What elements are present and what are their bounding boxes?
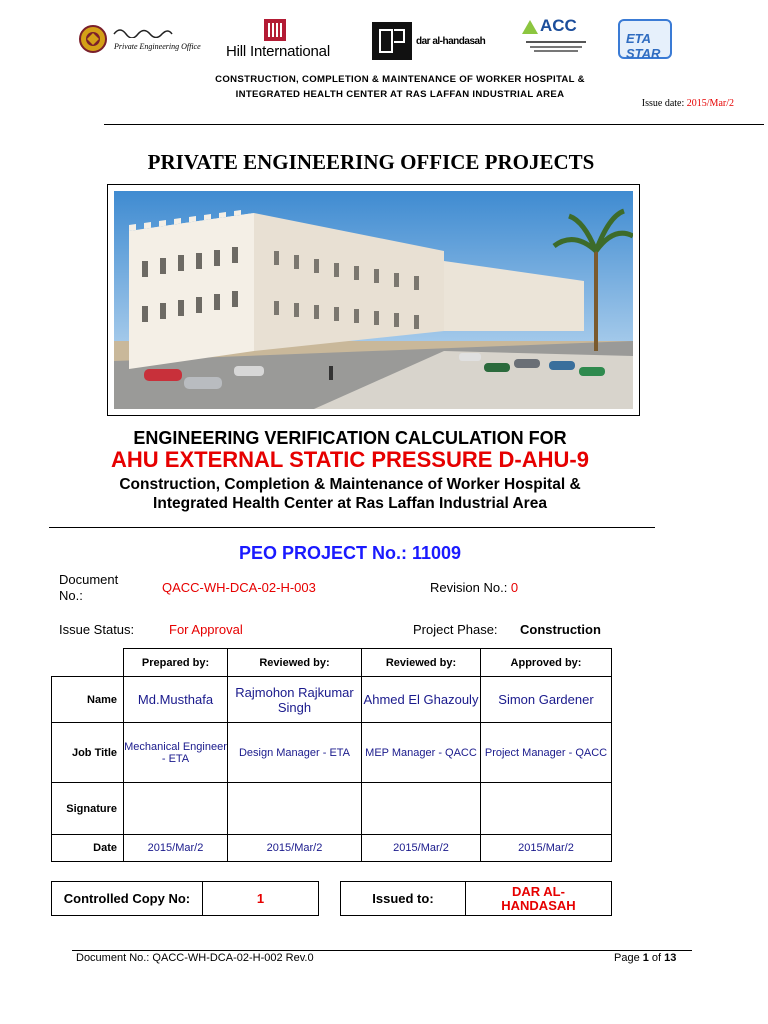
name-cell: Md.Musthafa — [124, 677, 228, 723]
controlled-copy-label: Controlled Copy No: — [63, 890, 191, 906]
footer-divider — [72, 950, 692, 951]
eta-star-logo — [618, 14, 672, 62]
hill-logo-text: Hill International — [226, 43, 330, 60]
hospital-building-image — [114, 191, 633, 409]
project-header-line1: CONSTRUCTION, COMPLETION & MAINTENANCE OF WORKER HOSPITAL & — [215, 74, 585, 85]
peo-logo-text: Private Engineering Office — [114, 42, 201, 51]
signature-cell — [124, 783, 228, 835]
hill-international-logo — [226, 14, 338, 62]
document-no-label-line1: Document — [59, 572, 119, 587]
row-label-date: Date — [52, 835, 124, 862]
dar-mark-icon — [372, 22, 412, 60]
date-cell: 2015/Mar/2 — [124, 835, 228, 862]
table-row — [52, 835, 612, 862]
arabic-script-icon — [112, 24, 174, 38]
date-cell: 2015/Mar/2 — [481, 835, 612, 862]
revision-no — [430, 580, 518, 595]
issue-status-label: Issue Status: — [59, 622, 135, 637]
row-label-job-title: Job Title — [52, 723, 124, 783]
page-title: PRIVATE ENGINEERING OFFICE PROJECTS — [147, 150, 595, 174]
footer-document-no: Document No.: QACC-WH-DCA-02-H-002 Rev.0 — [76, 952, 314, 964]
document-no-value: QACC-WH-DCA-02-H-003 — [162, 580, 316, 595]
eta-logo-text: ETA STAR — [626, 31, 661, 61]
qatar-emblem-icon — [78, 24, 108, 54]
page-prefix: Page — [614, 952, 643, 964]
table-header-cell: Prepared by: — [124, 649, 228, 677]
project-number: PEO PROJECT No.: 11009 — [238, 543, 462, 563]
signature-cell — [228, 783, 362, 835]
issued-to-label: Issued to: — [372, 890, 434, 906]
row-label-signature: Signature — [52, 783, 124, 835]
acc-subtext-icon — [522, 38, 590, 54]
name-cell: Ahmed El Ghazouly — [362, 677, 481, 723]
name-cell: Rajmohon Rajkumar Singh — [228, 677, 362, 723]
project-header — [120, 72, 680, 102]
footer-page-number — [614, 952, 676, 964]
divider — [104, 124, 764, 125]
row-label-name: Name — [52, 677, 124, 723]
table-row — [52, 783, 612, 835]
hill-mark-icon — [264, 19, 286, 41]
table-header-cell: Reviewed by: — [362, 649, 481, 677]
project-header-line2: INTEGRATED HEALTH CENTER AT RAS LAFFAN INDUSTRIAL AREA — [235, 89, 565, 100]
table-header-row — [52, 649, 612, 677]
page-current: 1 — [642, 952, 649, 964]
calc-subject: AHU EXTERNAL STATIC PRESSURE D-AHU-9 — [111, 447, 589, 472]
building-rendering — [107, 184, 640, 416]
calc-description-line2: Integrated Health Center at Ras Laffan Industrial Area — [153, 495, 547, 512]
page-total: 13 — [664, 952, 677, 964]
document-no-label — [59, 572, 118, 604]
document-no-label-line2: No.: — [59, 588, 83, 603]
job-title-cell: Mechanical Engineer - ETA — [124, 723, 228, 783]
controlled-copy-box — [51, 881, 319, 916]
acc-triangle-icon — [522, 20, 538, 34]
controlled-copy-value: 1 — [202, 882, 318, 915]
job-title-cell: Design Manager - ETA — [228, 723, 362, 783]
date-cell: 2015/Mar/2 — [362, 835, 481, 862]
acc-logo-text: ACC — [540, 16, 577, 35]
table-row — [52, 723, 612, 783]
eta-badge — [618, 19, 672, 59]
project-phase-value: Construction — [520, 622, 601, 637]
name-cell: Simon Gardener — [481, 677, 612, 723]
calc-description — [0, 475, 700, 513]
table-header-cell: Reviewed by: — [228, 649, 362, 677]
revision-no-value: 0 — [510, 580, 519, 595]
issue-date — [642, 98, 734, 109]
issue-status-value: For Approval — [169, 622, 243, 637]
issue-date-label: Issue date: — [641, 98, 687, 109]
signature-cell — [362, 783, 481, 835]
logo-bar — [0, 14, 768, 64]
table-header-cell: Approved by: — [481, 649, 612, 677]
job-title-cell: Project Manager - QACC — [481, 723, 612, 783]
signature-cell — [481, 783, 612, 835]
signoff-table — [51, 648, 612, 862]
project-phase-label: Project Phase: — [413, 622, 498, 637]
revision-no-label: Revision No.: — [430, 580, 511, 595]
issued-to-box — [340, 881, 612, 916]
job-title-cell: MEP Manager - QACC — [362, 723, 481, 783]
acc-logo — [520, 14, 594, 62]
table-row — [52, 677, 612, 723]
issue-date-value: 2015/Mar/2 — [686, 98, 734, 109]
table-corner — [52, 649, 124, 677]
divider — [49, 527, 655, 528]
issued-to-value: DAR AL-HANDASAH — [465, 882, 611, 915]
page-separator: of — [648, 952, 665, 964]
calc-description-line1: Construction, Completion & Maintenance of Worker Hospital & — [119, 476, 581, 493]
peo-logo — [78, 14, 208, 62]
dar-al-handasah-logo — [372, 14, 488, 62]
calc-title: ENGINEERING VERIFICATION CALCULATION FOR — [133, 428, 567, 448]
date-cell: 2015/Mar/2 — [228, 835, 362, 862]
dar-logo-text: dar al-handasah — [416, 36, 486, 47]
